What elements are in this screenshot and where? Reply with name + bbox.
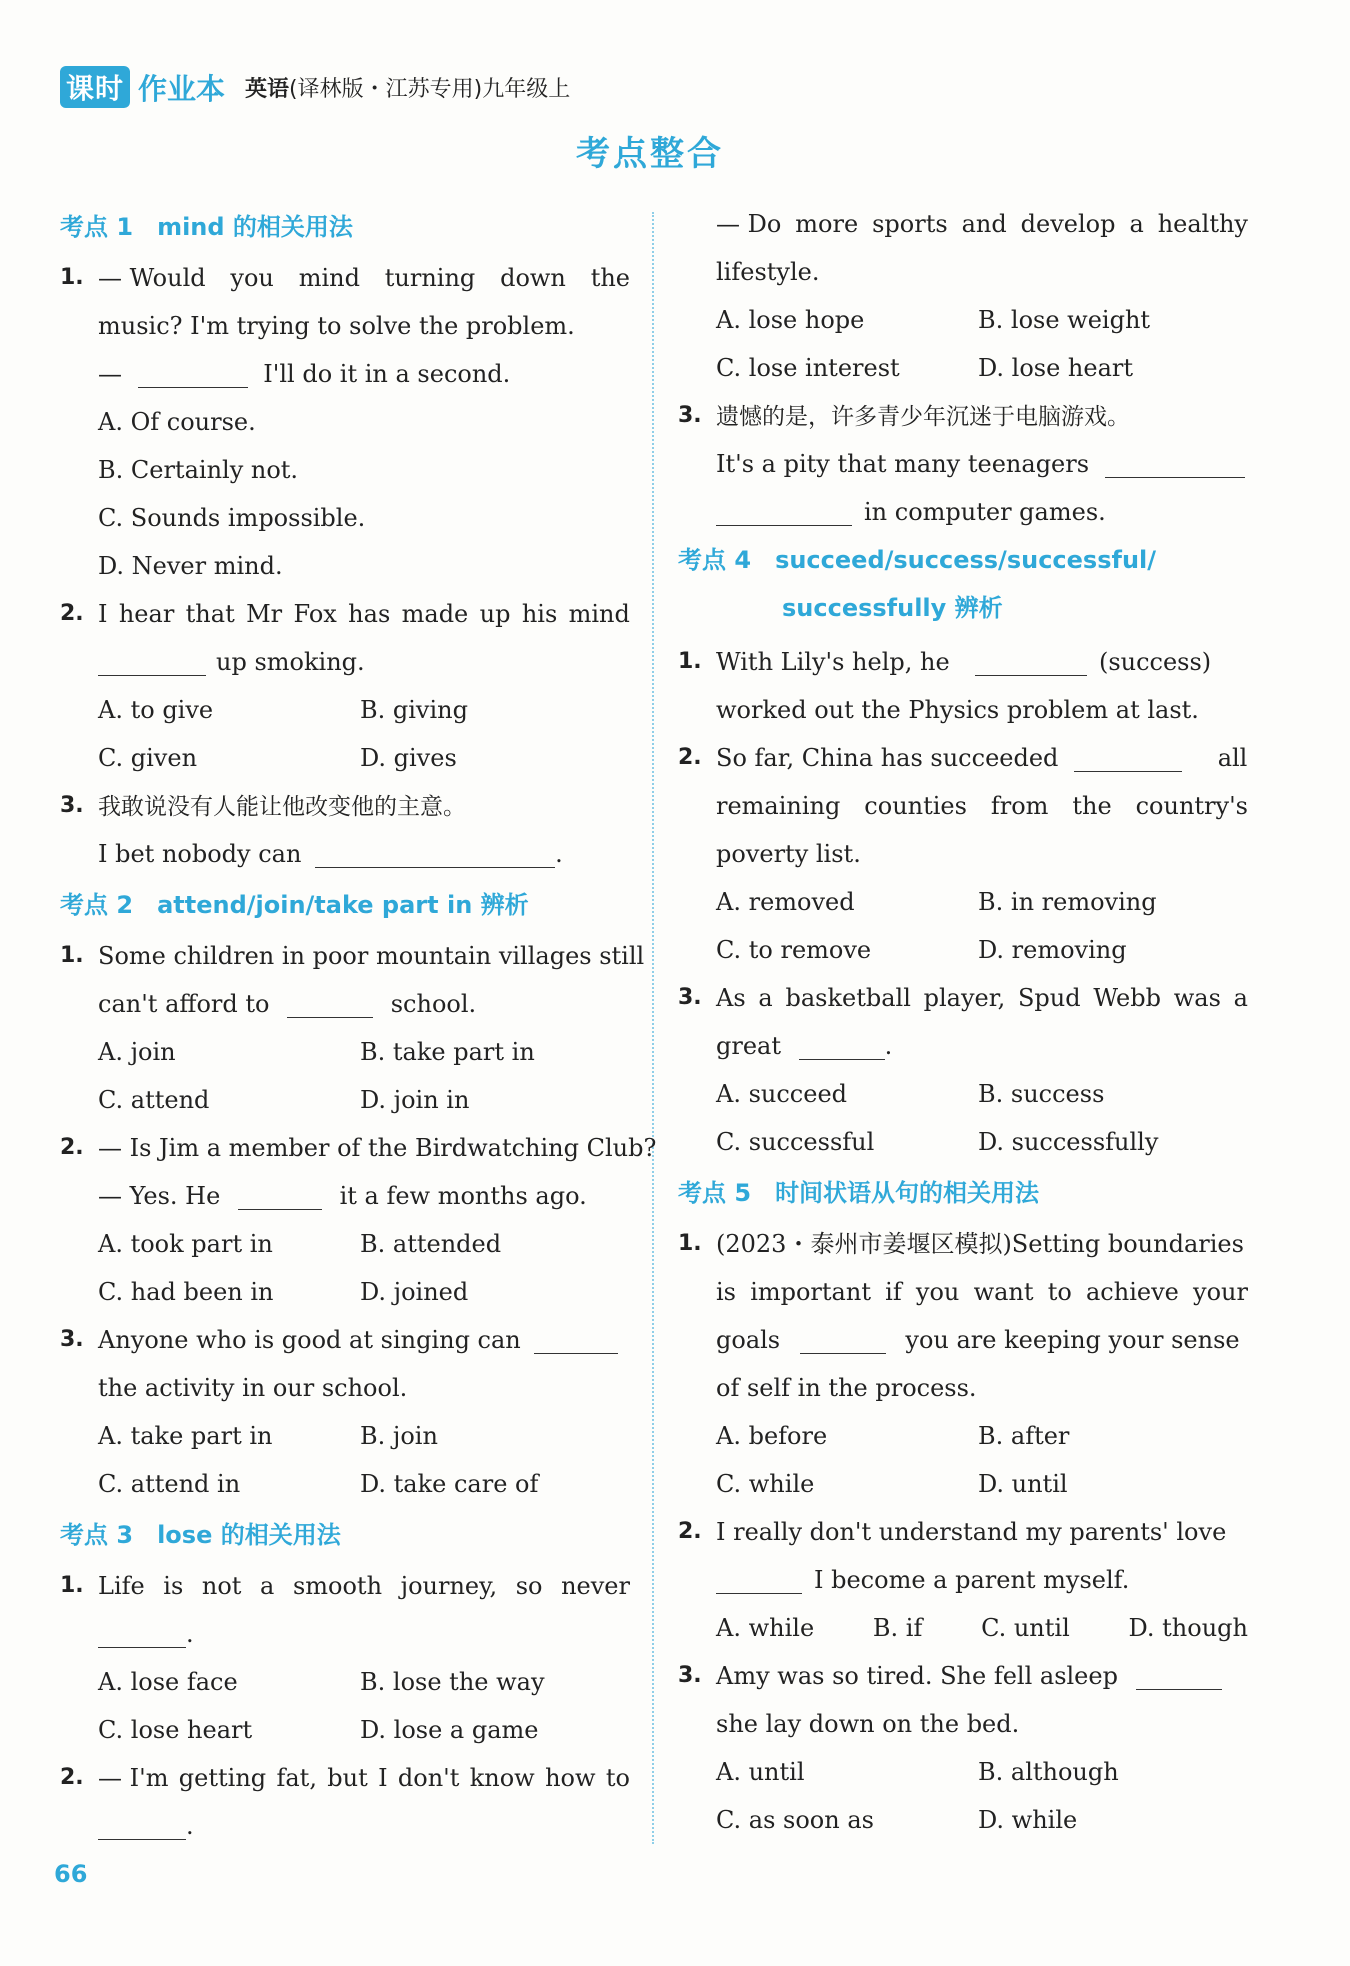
answer-blank[interactable] xyxy=(1136,1661,1222,1690)
question-text: it a few months ago. xyxy=(339,1182,587,1210)
question-text: great xyxy=(716,1032,781,1060)
options-row xyxy=(678,1118,1248,1166)
option-b[interactable]: B. attended xyxy=(360,1230,502,1258)
question-text xyxy=(60,638,630,686)
option-c[interactable]: C. Sounds impossible. xyxy=(98,504,366,532)
question-number: 2. xyxy=(60,1135,84,1160)
options-row xyxy=(60,1658,630,1706)
question-2-line xyxy=(678,734,1248,782)
options-row xyxy=(60,1412,630,1460)
word: — Would xyxy=(98,264,206,292)
justified-line xyxy=(60,1754,630,1802)
option-c[interactable]: C. to remove xyxy=(716,936,872,964)
option-b[interactable]: B. if xyxy=(872,1614,923,1642)
justified-line xyxy=(678,1268,1248,1316)
option-c[interactable]: C. while xyxy=(716,1470,815,1498)
word: how xyxy=(545,1764,596,1792)
question-text: of self in the process. xyxy=(716,1374,977,1402)
chinese-prompt: 我敢说没有人能让他改变他的主意。 xyxy=(98,794,466,820)
word: if xyxy=(885,1278,902,1306)
option-d[interactable]: D. until xyxy=(978,1470,1068,1498)
question-number: 1. xyxy=(60,1573,84,1598)
section-tag: 考点 1 xyxy=(60,213,134,241)
question-2-line xyxy=(60,1754,630,1802)
options-row xyxy=(60,1028,630,1076)
question-3-line xyxy=(678,1652,1248,1700)
word: is xyxy=(163,1572,184,1600)
question-number: 1. xyxy=(678,1231,702,1256)
question-text: worked out the Physics problem at last. xyxy=(716,696,1199,724)
options-row xyxy=(678,1604,1248,1652)
word: Life xyxy=(98,1572,145,1600)
section-tag: 考点 3 xyxy=(60,1521,134,1549)
question-text: the activity in our school. xyxy=(98,1374,408,1402)
question-text: she lay down on the bed. xyxy=(716,1710,1020,1738)
word: but xyxy=(327,1764,368,1792)
option-a[interactable]: A. lose hope xyxy=(716,306,865,334)
page-title: 考点整合 xyxy=(576,134,724,174)
question-1-line xyxy=(60,932,645,980)
question-text: — Is Jim a member of the Birdwatching Club? xyxy=(98,1134,657,1162)
option-d[interactable]: D. Never mind. xyxy=(98,552,283,580)
question-number: 1. xyxy=(60,943,84,968)
options-row xyxy=(678,926,1248,974)
option-b[interactable]: B. join xyxy=(360,1422,438,1450)
word: remaining xyxy=(716,792,841,820)
logo-text: 作业本 xyxy=(138,71,226,106)
word: that xyxy=(185,600,235,628)
option-b[interactable]: B. although xyxy=(978,1758,1119,1786)
answer-blank[interactable] xyxy=(98,1619,186,1648)
word: know xyxy=(469,1764,535,1792)
word: to xyxy=(1047,1278,1072,1306)
book-title xyxy=(245,72,570,103)
word: was xyxy=(1173,984,1221,1012)
question-text xyxy=(60,1802,630,1850)
word: healthy xyxy=(1157,210,1248,238)
question-number: 2. xyxy=(60,601,84,626)
option-a[interactable]: A. took part in xyxy=(98,1230,273,1258)
options-row xyxy=(60,1706,630,1754)
word: has xyxy=(348,600,391,628)
question-text xyxy=(678,1022,1248,1070)
word: a xyxy=(260,1572,275,1600)
word: sports xyxy=(872,210,948,238)
justified-line xyxy=(678,200,1248,248)
word: don't xyxy=(397,1764,460,1792)
question-text: I'll do it in a second. xyxy=(263,360,511,388)
question-text xyxy=(678,488,1248,536)
question-3-line xyxy=(678,974,1248,1022)
question-text xyxy=(678,1316,1248,1364)
page-header xyxy=(60,62,570,112)
option-b[interactable]: B. success xyxy=(978,1080,1105,1108)
option-a[interactable]: A. removed xyxy=(716,888,855,916)
option-b[interactable]: B. after xyxy=(978,1422,1070,1450)
word: I xyxy=(378,1764,388,1792)
option-d[interactable]: D. successfully xyxy=(978,1128,1159,1156)
question-number: 2. xyxy=(678,1519,702,1544)
answer-blank[interactable] xyxy=(138,359,248,388)
option-c[interactable]: C. as soon as xyxy=(716,1806,874,1834)
question-2-line xyxy=(60,1124,657,1172)
options-row xyxy=(60,1460,630,1508)
word: a xyxy=(1233,984,1248,1012)
question-text xyxy=(60,1610,630,1658)
section-tag: 考点 4 xyxy=(678,546,752,574)
options-row xyxy=(678,344,1248,392)
section-title: mind 的相关用法 xyxy=(157,213,353,241)
option-c[interactable]: C. lose interest xyxy=(716,354,900,382)
word: mind xyxy=(298,264,360,292)
question-1-line xyxy=(60,254,630,302)
options-row xyxy=(678,1070,1248,1118)
question-1-line xyxy=(678,638,1248,686)
word: never xyxy=(561,1572,630,1600)
word: the xyxy=(590,264,630,292)
section-title: lose 的相关用法 xyxy=(157,1521,341,1549)
question-3-line xyxy=(60,1316,630,1364)
word: from xyxy=(990,792,1049,820)
section-heading-2 xyxy=(60,878,630,932)
period: . xyxy=(186,1620,194,1648)
period: . xyxy=(555,840,563,868)
options-row xyxy=(60,1220,630,1268)
question-text: in computer games. xyxy=(864,498,1106,526)
option-d[interactable]: D. take care of xyxy=(360,1470,539,1498)
word: Fox xyxy=(293,600,337,628)
question-2-line xyxy=(678,1508,1248,1556)
option-c[interactable]: C. lose heart xyxy=(98,1716,253,1744)
section-title: 时间状语从句的相关用法 xyxy=(775,1179,1040,1207)
question-text: Amy was so tired. She fell asleep xyxy=(716,1662,1118,1690)
word: so xyxy=(515,1572,543,1600)
question-text: music? I'm trying to solve the problem. xyxy=(98,312,575,340)
word: his xyxy=(521,600,558,628)
question-text: can't afford to xyxy=(98,990,270,1018)
word: you xyxy=(915,1278,960,1306)
option-b[interactable]: B. take part in xyxy=(360,1038,535,1066)
option-d[interactable]: D. gives xyxy=(360,744,457,772)
option-a[interactable]: A. lose face xyxy=(98,1668,238,1696)
word: player, xyxy=(923,984,1006,1012)
question-text: goals xyxy=(716,1326,781,1354)
question-2-line xyxy=(60,590,630,638)
word: hear xyxy=(118,600,175,628)
left-column xyxy=(60,200,657,1850)
option-a[interactable]: A. Of course. xyxy=(98,408,256,436)
page-number: 66 xyxy=(54,1860,88,1888)
edition-label: (译林版・江苏专用)九年级上 xyxy=(289,76,571,102)
answer-blank[interactable] xyxy=(716,497,852,526)
answer-blank[interactable] xyxy=(238,1181,322,1210)
word: to xyxy=(605,1764,630,1792)
answer-blank[interactable] xyxy=(315,839,555,868)
word: and xyxy=(961,210,1007,238)
section-tag: 考点 2 xyxy=(60,891,134,919)
word: As xyxy=(716,984,746,1012)
option-d[interactable]: D. join in xyxy=(360,1086,470,1114)
word: basketball xyxy=(785,984,911,1012)
word: turning xyxy=(384,264,476,292)
word: — Do xyxy=(716,210,782,238)
question-number: 3. xyxy=(678,1663,702,1688)
justified-line xyxy=(60,254,630,302)
word: is xyxy=(716,1278,736,1306)
question-1-line xyxy=(678,1220,1248,1268)
word: country's xyxy=(1135,792,1248,820)
section-heading-5 xyxy=(678,1166,1248,1220)
answer-blank[interactable] xyxy=(534,1325,618,1354)
option-a[interactable]: A. join xyxy=(98,1038,176,1066)
word: Spud xyxy=(1017,984,1081,1012)
word: I xyxy=(98,600,108,628)
question-text: (success) xyxy=(1098,648,1212,676)
word: down xyxy=(500,264,566,292)
option-c[interactable]: C. successful xyxy=(716,1128,875,1156)
question-text: up smoking. xyxy=(216,648,365,676)
question-text xyxy=(678,1556,1248,1604)
section-title: succeed/success/successful/ xyxy=(775,546,1157,574)
option-d[interactable]: D. lose a game xyxy=(360,1716,539,1744)
answer-blank[interactable] xyxy=(800,1325,886,1354)
answer-blank[interactable] xyxy=(799,1031,885,1060)
question-text: all xyxy=(1217,744,1248,772)
question-number: 3. xyxy=(60,1327,84,1352)
options-row xyxy=(60,1268,630,1316)
options-row xyxy=(678,1748,1248,1796)
options-row xyxy=(678,1796,1248,1844)
question-3-line xyxy=(60,782,630,830)
logo-box: 课时 xyxy=(60,66,130,108)
answer-blank[interactable] xyxy=(1074,743,1182,772)
question-number: 1. xyxy=(60,265,84,290)
answer-blank[interactable] xyxy=(1105,449,1245,478)
question-text xyxy=(60,980,630,1028)
word: you xyxy=(230,264,274,292)
question-text: poverty list. xyxy=(716,840,861,868)
option-b[interactable]: B. Certainly not. xyxy=(98,456,299,484)
option-d[interactable]: D. while xyxy=(978,1806,1078,1834)
section-title: attend/join/take part in 辨析 xyxy=(157,891,529,919)
word: not xyxy=(201,1572,242,1600)
question-number: 1. xyxy=(678,649,702,674)
option-c[interactable]: C. had been in xyxy=(98,1278,274,1306)
word: counties xyxy=(864,792,967,820)
brand-logo xyxy=(60,67,225,107)
word: a xyxy=(758,984,773,1012)
word: achieve xyxy=(1085,1278,1179,1306)
question-text: I bet nobody can xyxy=(98,840,302,868)
question-text xyxy=(678,440,1248,488)
question-number: 3. xyxy=(678,985,702,1010)
option-c[interactable]: C. attend in xyxy=(98,1470,241,1498)
right-column xyxy=(678,200,1248,1844)
justified-line xyxy=(678,782,1248,830)
word: Mr xyxy=(246,600,283,628)
answer-blank[interactable] xyxy=(287,989,373,1018)
question-text: — Yes. He xyxy=(98,1182,221,1210)
option-a[interactable]: A. until xyxy=(716,1758,805,1786)
option-d[interactable]: D. removing xyxy=(978,936,1127,964)
options-row xyxy=(678,1460,1248,1508)
option-a[interactable]: A. to give xyxy=(98,696,214,724)
option-d[interactable]: D. joined xyxy=(360,1278,469,1306)
answer-blank[interactable] xyxy=(716,1565,802,1594)
answer-blank[interactable] xyxy=(975,647,1087,676)
question-1-line xyxy=(60,1562,630,1610)
question-text: I really don't understand my parents' love xyxy=(716,1518,1227,1546)
question-number: 3. xyxy=(60,793,84,818)
option-a[interactable]: A. take part in xyxy=(98,1422,273,1450)
question-text: So far, China has succeeded xyxy=(716,744,1059,772)
section-tag: 考点 5 xyxy=(678,1179,752,1207)
question-text: (2023・泰州市姜堰区模拟)Setting boundaries xyxy=(716,1230,1244,1258)
option-a[interactable]: A. before xyxy=(716,1422,828,1450)
section-title-line2: successfully 辨析 xyxy=(782,594,1003,622)
options-row xyxy=(60,1076,630,1124)
column-divider xyxy=(652,212,654,1844)
question-text: I become a parent myself. xyxy=(814,1566,1130,1594)
word: your xyxy=(1193,1278,1248,1306)
subject-label: 英语 xyxy=(245,76,290,102)
section-heading-4 xyxy=(678,536,1248,632)
question-text: With Lily's help, he xyxy=(716,648,950,676)
option-c[interactable]: C. until xyxy=(981,1614,1070,1642)
options-row xyxy=(60,686,630,734)
option-a[interactable]: A. succeed xyxy=(716,1080,848,1108)
question-number: 3. xyxy=(678,403,702,428)
section-heading-1 xyxy=(60,200,630,254)
word: develop xyxy=(1020,210,1116,238)
answer-blank[interactable] xyxy=(98,647,206,676)
word: journey, xyxy=(400,1572,498,1600)
options-row xyxy=(678,1412,1248,1460)
options-row xyxy=(678,296,1248,344)
justified-line xyxy=(678,974,1248,1022)
option-d[interactable]: D. though xyxy=(1128,1614,1248,1642)
option-b[interactable]: B. giving xyxy=(360,696,468,724)
word: more xyxy=(795,210,859,238)
word: up xyxy=(479,600,511,628)
word: fat, xyxy=(276,1764,317,1792)
word: Webb xyxy=(1093,984,1161,1012)
answer-blank[interactable] xyxy=(98,1811,186,1840)
question-number: 2. xyxy=(678,745,702,770)
option-b[interactable]: B. lose the way xyxy=(360,1668,545,1696)
option-c[interactable]: C. given xyxy=(98,744,198,772)
word: mind xyxy=(568,600,630,628)
question-text xyxy=(60,350,630,398)
justified-line xyxy=(60,590,630,638)
question-text: Anyone who is good at singing can xyxy=(98,1326,521,1354)
question-text: lifestyle. xyxy=(716,258,820,286)
options-row xyxy=(678,878,1248,926)
word: getting xyxy=(178,1764,267,1792)
option-c[interactable]: C. attend xyxy=(98,1086,210,1114)
question-text: Some children in poor mountain villages still xyxy=(98,942,645,970)
question-text xyxy=(60,830,630,878)
option-b[interactable]: B. in removing xyxy=(978,888,1157,916)
question-text xyxy=(60,1172,630,1220)
word: smooth xyxy=(292,1572,383,1600)
section-heading-3 xyxy=(60,1508,630,1562)
word: a xyxy=(1129,210,1144,238)
option-b[interactable]: B. lose weight xyxy=(978,306,1151,334)
period: . xyxy=(186,1812,194,1840)
word: — I'm xyxy=(98,1764,169,1792)
dash: — xyxy=(98,360,122,388)
options-row xyxy=(60,734,630,782)
period: . xyxy=(884,1032,893,1060)
word: important xyxy=(750,1278,871,1306)
question-number: 2. xyxy=(60,1765,84,1790)
option-d[interactable]: D. lose heart xyxy=(978,354,1134,382)
question-3-line xyxy=(678,392,1248,440)
justified-line xyxy=(60,1562,630,1610)
chinese-prompt: 遗憾的是，许多青少年沉迷于电脑游戏。 xyxy=(716,404,1130,430)
question-text: you are keeping your sense xyxy=(905,1326,1240,1354)
word: made xyxy=(401,600,469,628)
word: the xyxy=(1072,792,1112,820)
word: want xyxy=(973,1278,1034,1306)
option-a[interactable]: A. while xyxy=(716,1614,815,1642)
question-text: It's a pity that many teenagers xyxy=(716,450,1090,478)
question-text: school. xyxy=(390,990,477,1018)
